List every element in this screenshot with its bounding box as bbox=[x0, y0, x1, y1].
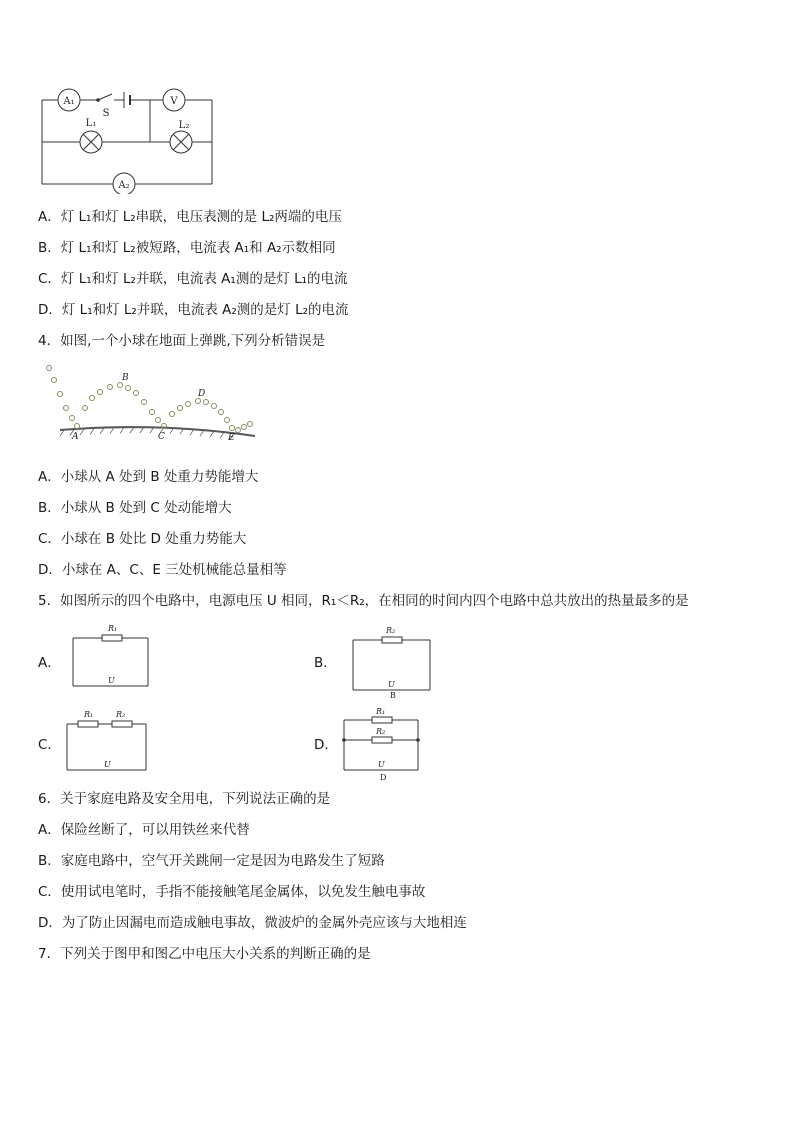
point-a-label: A bbox=[72, 432, 79, 440]
circuit-c-r2-label: R₂ bbox=[116, 710, 126, 719]
q5-option-b-label: B． bbox=[314, 655, 337, 671]
meter-v-label: V bbox=[170, 96, 178, 107]
circuit-c-u-label: U bbox=[104, 760, 111, 769]
circuit-d-r2-label: R₂ bbox=[376, 727, 386, 736]
q4-option-a: A．小球从 A 处到 B 处重力势能增大 bbox=[38, 469, 259, 485]
q7-stem: 7．下列关于图甲和图乙中电压大小关系的判断正确的是 bbox=[38, 946, 371, 962]
q5-circuit-d bbox=[340, 704, 422, 780]
circuit-b-tag: B bbox=[390, 691, 396, 698]
q5-circuit-b bbox=[350, 622, 434, 698]
lamp1-label: L₁ bbox=[85, 118, 97, 129]
circuit-b-r-label: R₂ bbox=[386, 626, 396, 635]
q6-option-c: C．使用试电笔时，手指不能接触笔尾金属体，以免发生触电事故 bbox=[38, 884, 426, 900]
meter-a2-label: A₂ bbox=[118, 180, 130, 191]
circuit-d-u-label: U bbox=[378, 760, 385, 769]
q5-option-c-label: C． bbox=[38, 737, 61, 753]
q4-bouncing-ball-figure bbox=[40, 360, 265, 440]
q3-option-a: A．灯 L₁和灯 L₂串联，电压表测的是 L₂两端的电压 bbox=[38, 209, 342, 225]
switch-label: S bbox=[102, 108, 110, 119]
circuit-d-r1-label: R₁ bbox=[376, 707, 386, 716]
q3-option-d: D．灯 L₁和灯 L₂并联，电流表 A₂测的是灯 L₂的电流 bbox=[38, 302, 349, 318]
q5-circuit-a bbox=[70, 620, 152, 692]
q4-stem: 4．如图,一个小球在地面上弹跳,下列分析错误是 bbox=[38, 333, 326, 349]
point-b-label: B bbox=[122, 373, 129, 383]
point-c-label: C bbox=[158, 432, 165, 440]
q3-option-b: B．灯 L₁和灯 L₂被短路，电流表 A₁和 A₂示数相同 bbox=[38, 240, 336, 256]
circuit-c-r1-label: R₁ bbox=[84, 710, 94, 719]
q5-stem: 5．如图所示的四个电路中，电源电压 U 相同，R₁＜R₂，在相同的时间内四个电路中总共放出的热量最多的是 bbox=[38, 593, 689, 609]
q5-circuit-c bbox=[64, 704, 150, 774]
point-d-label: D bbox=[198, 389, 206, 399]
q5-option-d-label: D． bbox=[314, 737, 338, 753]
q4-option-d: D．小球在 A、C、E 三处机械能总量相等 bbox=[38, 562, 287, 578]
q3-circuit-figure bbox=[38, 84, 218, 194]
q3-option-c: C．灯 L₁和灯 L₂并联，电流表 A₁测的是灯 L₁的电流 bbox=[38, 271, 348, 287]
q6-option-d: D．为了防止因漏电而造成触电事故，微波炉的金属外壳应该与大地相连 bbox=[38, 915, 467, 931]
q4-option-b: B．小球从 B 处到 C 处动能增大 bbox=[38, 500, 232, 516]
point-e-label: E bbox=[228, 433, 235, 440]
circuit-b-u-label: U bbox=[388, 680, 395, 689]
circuit-d-tag: D bbox=[380, 773, 387, 780]
circuit-a-u-label: U bbox=[108, 676, 115, 685]
circuit-a-r-label: R₁ bbox=[108, 624, 118, 633]
lamp2-label: L₂ bbox=[178, 120, 190, 131]
q6-stem: 6．关于家庭电路及安全用电，下列说法正确的是 bbox=[38, 791, 331, 807]
q6-option-b: B．家庭电路中，空气开关跳闸一定是因为电路发生了短路 bbox=[38, 853, 385, 869]
q5-option-a-label: A． bbox=[38, 655, 61, 671]
q4-option-c: C．小球在 B 处比 D 处重力势能大 bbox=[38, 531, 247, 547]
q6-option-a: A．保险丝断了，可以用铁丝来代替 bbox=[38, 822, 250, 838]
meter-a1-label: A₁ bbox=[63, 96, 75, 107]
